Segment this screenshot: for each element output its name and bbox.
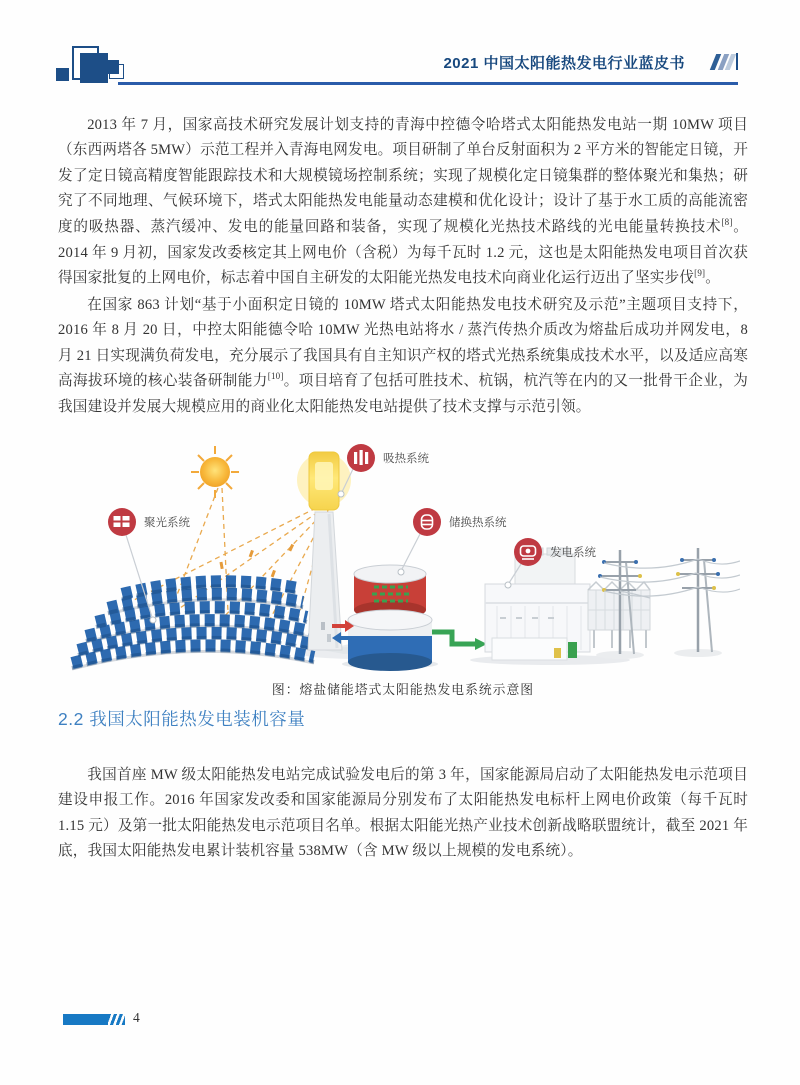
footnote-ref-9: [9] <box>694 268 706 279</box>
logo-square <box>105 60 119 74</box>
header-title: 2021 中国太阳能热发电行业蓝皮书 <box>443 55 685 72</box>
header-rule <box>118 82 738 85</box>
storage-tanks <box>342 565 438 671</box>
logo-square <box>56 68 69 81</box>
paragraph-1-text: 。 <box>705 270 721 287</box>
label-concentration: 聚光系统 <box>144 517 190 529</box>
label-generation: 发电系统 <box>550 547 596 559</box>
logo-square <box>80 53 108 83</box>
tower-receiver <box>297 452 351 510</box>
figure-caption: 图：熔盐储能塔式太阳能热发电系统示意图 <box>271 683 535 697</box>
storage-badge-icon <box>413 508 441 536</box>
paragraph-3: 我国首座 MW 级太阳能热发电站完成试验发电后的第 3 年，国家能源局启动了太阳能热发电示范项目建设申报工作。2016 年国家发改委和国家能源局分别发布了太阳能热发电标杆上网电价政策（每千瓦时 1.15 元）及第一批太阳能热发电示范项目名单。根据太阳能光热产业技术创新战略联盟统计，截至 2021 年底，我国太阳能热发电累计装机容量 538MW（含 MW 级以上规模的发电系统）。 <box>58 766 748 860</box>
paragraph-2-text: 。项目培育了包括可胜技术、杭锅，杭汽等在内的又一批骨干企业，为我国建设并发展大规模应用的商业化太阳能热发电站提供了技术支撑与示范引领。 <box>58 373 748 415</box>
system-diagram <box>60 422 740 672</box>
footer-bar <box>63 1014 108 1025</box>
callout-absorption <box>338 444 429 497</box>
footnote-ref-8: [8] <box>721 217 733 228</box>
paragraph-2 <box>58 293 748 421</box>
label-absorption: 吸热系统 <box>383 453 429 465</box>
paragraph-1 <box>58 113 748 292</box>
page-header <box>0 0 800 92</box>
section-heading: 2.2 我国太阳能热发电装机容量 <box>58 709 306 729</box>
page-footer <box>0 1008 800 1038</box>
footnote-ref-10: [10] <box>267 371 284 382</box>
paragraph-2-text: 在国家 863 计划“基于小面积定日镜的 10MW 塔式太阳能热发电技术研究及示范”主题项目支持下，2016 年 8 月 20 日，中控太阳能德令哈 10MW 光热电站将水 / 蒸汽传热介质改为熔盐后成功并网发电，8 月 21 日实现满负荷发电，充分展示了我国具有自主知识产权的塔式光热系统集成技术水平，以及适应高寒高海拔环境的核心装备研制能力 <box>58 296 748 390</box>
concentration-badge-icon <box>108 508 136 536</box>
paragraph-1-text: 2013 年 7 月，国家高技术研究发展计划支持的青海中控德令哈塔式太阳能热发电站一期 10MW 项目（东西两塔各 5MW）示范工程并入青海电网发电。项目研制了单台反射面积为 2 平方米的智能定日镜，开发了定日镜高精度智能跟踪技术和大规模镜场控制系统；实现了规模化定日镜集群的整体聚光和集热；研究了不同地理、气候环境下，塔式太阳能热发电能量动态建模和优化设计；设计了基于水工质的高能流密度的吸热器、蒸汽缓冲、发电的能量回路和装备，实现了规模化光热技术路线的光电能量转换技术 <box>58 116 748 235</box>
solar-tower <box>308 512 342 650</box>
slashes-icon <box>713 53 738 70</box>
footer-slashes-icon <box>108 1014 125 1025</box>
paragraph-1-text: 。2014 年 9 月初，国家发改委核定其上网电价（含税）为每千瓦时 1.2 元，这也是太阳能热发电项目首次获得国家批复的上网电价，标志着中国自主研发的太阳能光热发电技术向商业化运行迈出了坚实步伐 <box>58 218 748 287</box>
molten-salt-tower-illustration <box>60 422 740 672</box>
power-block <box>470 548 650 665</box>
heliostat-field <box>72 581 314 669</box>
sun-icon <box>191 446 239 498</box>
beam-sparkles <box>219 544 294 578</box>
label-storage: 储换热系统 <box>449 517 507 529</box>
callout-storage <box>398 508 507 575</box>
page-number: 4 <box>133 1010 140 1025</box>
